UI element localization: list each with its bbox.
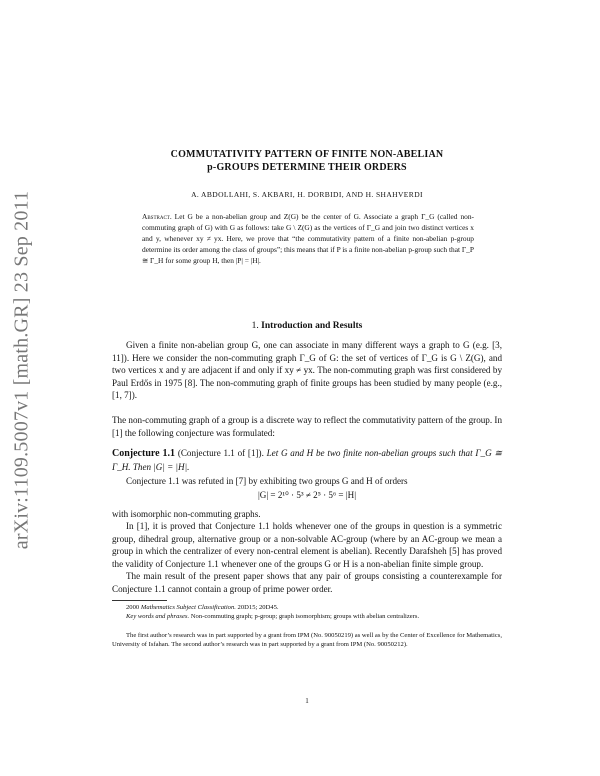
footnote-msc: [112, 603, 502, 612]
paragraph-refuted: Conjecture 1.1 was refuted in [7] by exhibiting two groups G and H of orders: [126, 476, 408, 486]
abstract: [142, 212, 474, 267]
footnote-funding: The first author’s research was in part supported by a grant from IPM (No. 90050219) as well as by the Center of Excellence for Mathematics, University of Isfahan. The second author’s research was in part supported by a grant from IPM (No. 90050212).: [112, 632, 502, 649]
author-list: A. ABDOLLAHI, S. AKBARI, H. DORBIDI, AND H. SHAHVERDI: [191, 190, 423, 199]
msc-codes: 20D15; 20D45.: [235, 604, 279, 611]
order-equation: |G| = 2¹⁰ · 5³ ≠ 2⁵ · 5⁶ = |H|: [257, 490, 357, 500]
footnote-keywords: [112, 612, 502, 621]
page-number: 1: [305, 697, 309, 705]
conjecture-label: Conjecture 1.1: [112, 448, 176, 459]
abstract-label: Abstract.: [142, 212, 172, 221]
conjecture-reference: (Conjecture 1.1 of [1]).: [175, 448, 267, 458]
msc-label: Mathematics Subject Classification.: [140, 604, 236, 611]
paragraph-pattern: The non-commuting graph of a group is a discrete way to reflect the commutativity pattern of the group. In [1] the following conjecture was formulated:: [112, 415, 502, 438]
paragraph-intro: Given a finite non-abelian group G, one can associate in many different ways a graph to G (e.g. [3, 11]). Here we consider the non-commuting graph Γ_G of G: the set of vertices of Γ_G is G \ Z(G), and two vertices x and y are adjacent if and only if xy ≠ yx. The non-commuting graph was first considered by Paul Erdős in 1975 [8]. The non-commuting graph of finite groups has been studied by many people (e.g., [1, 7]).: [112, 340, 502, 400]
paragraph-isomorphic: with isomorphic non-commuting graphs.: [112, 509, 261, 519]
conjecture-block: [112, 447, 502, 473]
keywords-label: Key words and phrases.: [126, 613, 190, 620]
paragraph-main-result: The main result of the present paper shows that any pair of groups consisting a counterexample for Conjecture 1.1 cannot contain a group of prime power order.: [112, 571, 502, 594]
title-line-1: COMMUTATIVITY PATTERN OF FINITE NON-ABELIAN: [170, 149, 444, 160]
paper-title: [112, 148, 502, 174]
arxiv-sidebar: [2, 180, 42, 560]
msc-year: 2000: [126, 604, 141, 611]
section-title: Introduction and Results: [261, 321, 363, 331]
section-number: 1.: [251, 321, 259, 331]
footnote-rule: [112, 600, 167, 601]
section-heading: [112, 321, 502, 331]
abstract-text: Let G be a non-abelian group and Z(G) be the center of G. Associate a graph Γ_G (called non-commuting graph of G) with G as follows: take G \ Z(G) as the vertices of Γ_G and join two distinct vertices x and y, whenever xy ≠ yx. Here, we prove that “the commutativity pattern of a finite non-abelian p-group determine its order among the class of groups”; this means that if P is a finite non-abelian p-group such that Γ_P ≅ Γ_H for some group H, then |P| = |H|.: [142, 212, 474, 265]
conjecture-statement: Let G and H be two finite non-abelian groups such that Γ_G ≅ Γ_H. Then |G| = |H|.: [112, 448, 503, 472]
paragraph-known-results: In [1], it is proved that Conjecture 1.1 holds whenever one of the groups in question is a symmetric group, dihedral group, alternative group or a non-solvable AC-group (where by an AC-group we mean a group in which the centralizer of every non-central element is abelian). Recently Darafsheh [5] has proved the validity of Conjecture 1.1 whenever one of the groups G or H is a non-abelian finite simple group.: [112, 521, 502, 569]
keywords-text: Non-commuting graph; p-group; graph isomorphism; groups with abelian centralizers.: [189, 613, 420, 620]
arxiv-identifier: arXiv:1109.5007v1 [math.GR] 23 Sep 2011: [10, 190, 33, 550]
title-line-2: p-GROUPS DETERMINE THEIR ORDERS: [207, 162, 407, 173]
